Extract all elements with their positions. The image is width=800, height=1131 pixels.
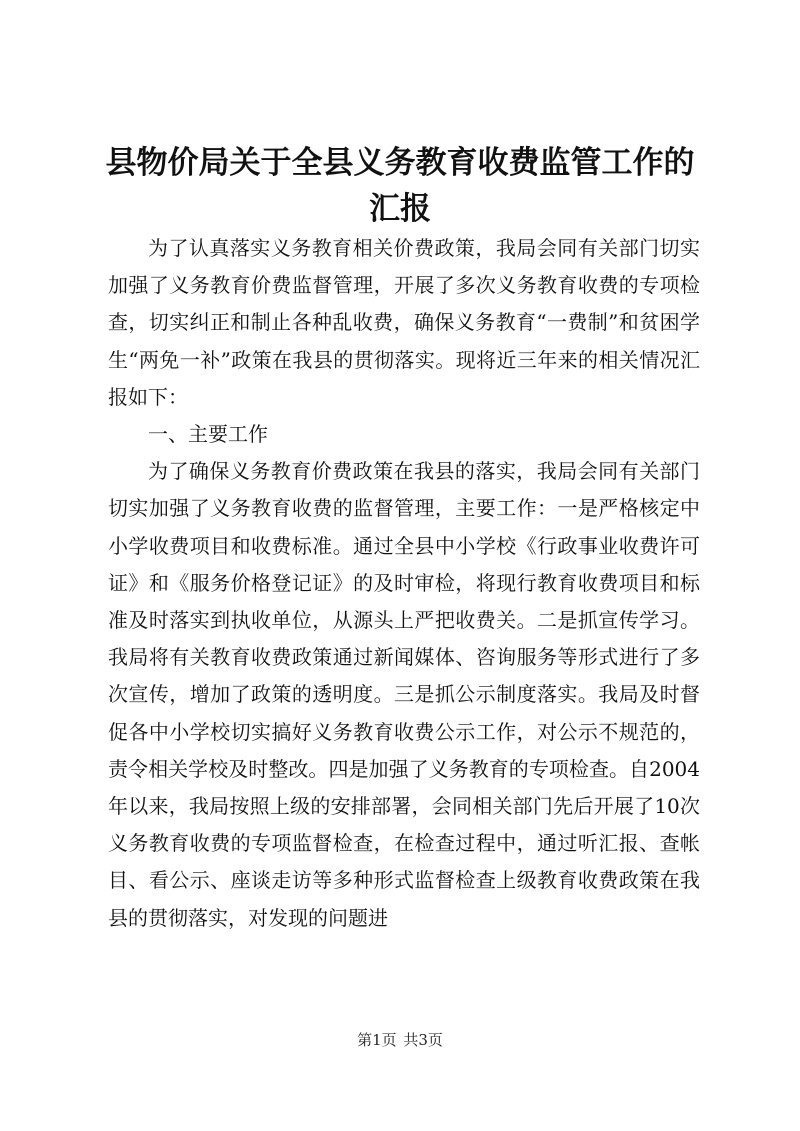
page-footer [0,1030,800,1050]
document-body [108,230,700,937]
document-title: 县物价局关于全县义务教育收费监管工作的汇报 [105,145,695,227]
intro-paragraph: 为了认真落实义务教育相关价费政策，我局会同有关部门切实加强了义务教育价费监督管理，开展了多次义务教育收费的专项检查，切实纠正和制止各种乱收费，确保义务教育“一费制”和贫困学生“两免一补”政策在我县的贯彻落实。现将近三年来的相关情况汇报如下： [108,236,700,409]
page-number: 第1页 [357,1031,397,1049]
section-heading: 一、主要工作 [148,422,268,447]
page-total: 共3页 [403,1031,443,1049]
work-paragraph: 为了确保义务教育价费政策在我县的落实，我局会同有关部门切实加强了义务教育收费的监督管理，主要工作：一是严格核定中小学收费项目和收费标准。通过全县中小学校《行政事业收费许可证》和《服务价格登记证》的及时审检，将现行教育收费项目和标准及时落实到执收单位，从源头上严把收费关。二是抓宣传学习。我局将有关教育收费政策通过新闻媒体、咨询服务等形式进行了多次宣传，增加了政策的透明度。三是抓公示制度落实。我局及时督促各中小学校切实搞好义务教育收费公示工作，对公示不规范的，责令相关学校及时整改。四是加强了义务教育的专项检查。自2004年以来，我局按照上级的安排部署，会同相关部门先后开展了10次义务教育收费的专项监督检查，在检查过程中，通过听汇报、查帐目、看公示、座谈走访等多种形式监督检查上级教育收费政策在我县的贯彻落实，对发现的问题进 [108,459,700,930]
